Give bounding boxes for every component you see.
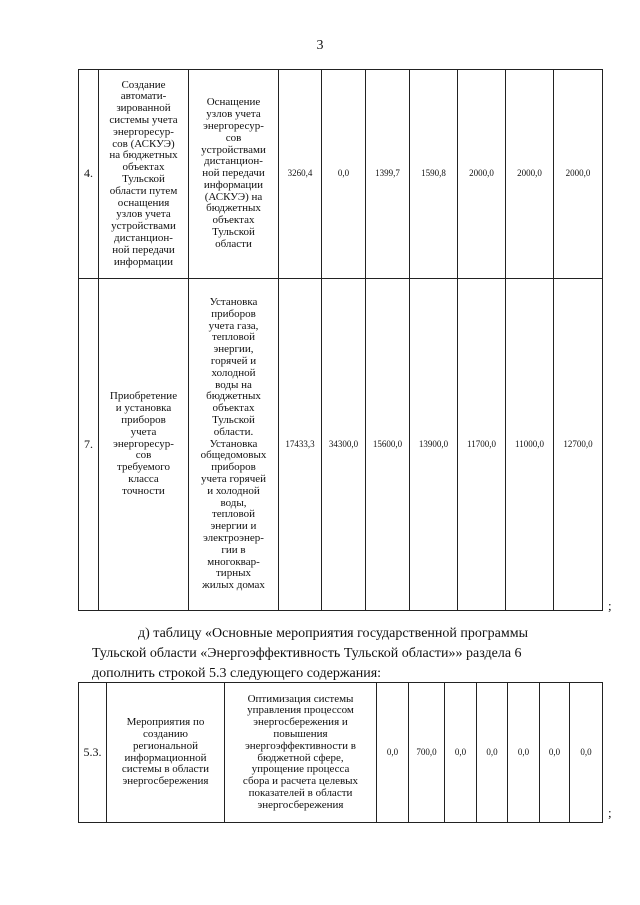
table-row (79, 70, 603, 279)
row-number: 5.3. (79, 683, 107, 823)
page-number: 3 (316, 38, 324, 53)
main-activities-table (78, 682, 603, 823)
program-table (78, 69, 603, 611)
value-cell: 34300,0 (322, 279, 366, 611)
value-cell: 0,0 (322, 70, 366, 279)
value-cell: 2000,0 (458, 70, 506, 279)
value-cell: 0,0 (508, 683, 540, 823)
value-cell: 1590,8 (410, 70, 458, 279)
measure-name: Приобретение и установка приборов учета энергоресур- сов требуемого класса точности (99, 279, 189, 611)
row-number: 7. (79, 279, 99, 611)
value-cell: 2000,0 (506, 70, 554, 279)
paragraph-line: Тульской области «Энергоэффективность Тульской области»» раздела 6 (92, 646, 522, 661)
value-cell: 0,0 (445, 683, 477, 823)
value-cell: 3260,4 (279, 70, 322, 279)
value-cell: 15600,0 (366, 279, 410, 611)
value-cell: 0,0 (377, 683, 409, 823)
value-cell: 11700,0 (458, 279, 506, 611)
value-cell: 17433,3 (279, 279, 322, 611)
paragraph-line: д) таблицу «Основные мероприятия государственной программы (138, 626, 528, 641)
row-terminator: ; (608, 598, 612, 613)
body-paragraph (92, 624, 600, 684)
measure-name: Мероприятия по созданию региональной информационной системы в области энергосбережения (107, 683, 225, 823)
value-cell: 2000,0 (554, 70, 603, 279)
measure-name: Создание автомати- зированной системы учета энергоресур- сов (АСКУЭ) на бюджетных объектах Тульской области путем оснащения узлов учета устройствами дистанцион- ной передачи информации (99, 70, 189, 279)
value-cell: 12700,0 (554, 279, 603, 611)
value-cell: 11000,0 (506, 279, 554, 611)
table-row (79, 683, 603, 823)
paragraph-line: дополнить строкой 5.3 следующего содержания: (92, 666, 382, 681)
value-cell: 0,0 (540, 683, 570, 823)
activity-description: Установка приборов учета газа, тепловой энергии, горячей и холодной воды на бюджетных объектах Тульской области. Установка общедомовых приборов учета горячей и холодной воды, тепловой энергии и электроэнер- гии в многоквар- тирных жилых домах (189, 279, 279, 611)
table-row (79, 279, 603, 611)
activity-description: Оснащение узлов учета энергоресур- сов устройствами дистанцион- ной передачи информации (АСКУЭ) на бюджетных объектах Тульской области (189, 70, 279, 279)
value-cell: 13900,0 (410, 279, 458, 611)
row-terminator: ; (608, 805, 612, 820)
value-cell: 0,0 (570, 683, 603, 823)
row-number: 4. (79, 70, 99, 279)
value-cell: 0,0 (477, 683, 508, 823)
value-cell: 1399,7 (366, 70, 410, 279)
value-cell: 700,0 (409, 683, 445, 823)
activity-description: Оптимизация системы управления процессом энергосбережения и повышения энергоэффективности в бюджетной сфере, упрощение процесса сбора и расчета целевых показателей в области энергосбережения (225, 683, 377, 823)
